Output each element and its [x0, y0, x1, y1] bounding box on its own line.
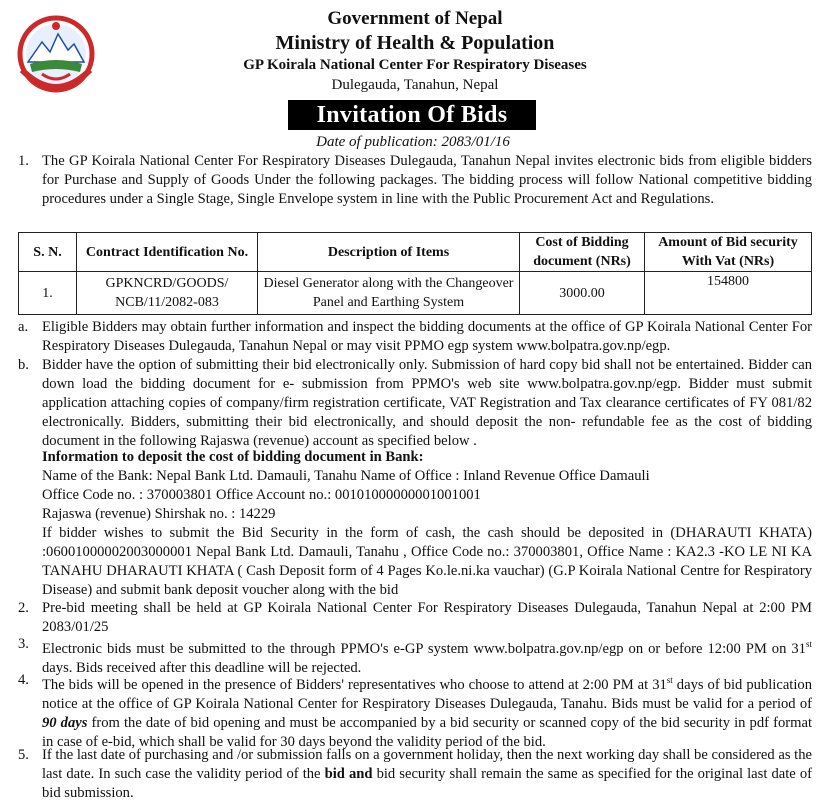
holiday-text-b: bid security shall remain the same as specified for the original last date of bid submission.: [42, 766, 812, 801]
pre-bid-text: Pre-bid meeting shall be held at GP Koirala National Center For Respiratory Diseases Dulegauda, Tanahun Nepal at 2:00 PM 2083/01/25: [42, 600, 812, 635]
cell-sn: 1.: [19, 272, 77, 315]
item-number-2: 2.: [18, 600, 29, 616]
header-security: Amount of Bid security With Vat (NRs): [645, 233, 812, 272]
item-b-text: Bidder have the option of submitting their bid electronically only. Submission of hard copy bid shall not be entertained. Bidder can down load the bidding document for e- submission from PPMO's web site www.bolpatra.gov.np/egp. Bidder must submit application attaching copies of company/firm registration certificate, VAT Registration and Tax clearance certificates of FY 081/82 electronically. Bidders, submitting their bid electronically, and should deposit the non- refundable fee as the cost of bidding document in the following Rajaswa (revenue) account as specified below .: [42, 357, 812, 449]
item-letter-b: b.: [18, 357, 29, 373]
cell-contract-no: GPKNCRD/GOODS/ NCB/11/2082-083: [77, 272, 258, 315]
item-number-1: 1.: [18, 153, 29, 169]
bid-opening-text-a: The bids will be opened in the presence of Bidders' representatives who choose to attend at 2:00 PM at 31: [42, 676, 667, 693]
submission-text-a: Electronic bids must be submitted to the through PPMO's e-GP system www.bolpatra.gov.np/egp on or before 12:00 PM on 31: [42, 640, 806, 657]
bid-opening-text-c: from the date of bid opening and must be accompanied by a bid security or scanned copy of the bid security in pdf format in case of e-bid, which shall be valid for 30 days beyond the validity period of the bid.: [42, 714, 812, 750]
header-sn: S. N.: [19, 233, 77, 272]
bid-opening-sup: st: [666, 675, 673, 685]
bid-opening-text-b: days of bid publication notice at the office of GP Koirala National Center for Respiratory Diseases Dulegauda, Tanahu. Bids must be valid for a period of: [42, 676, 812, 712]
table-header-row: [19, 233, 812, 272]
item-letter-a: a.: [18, 319, 29, 335]
nepal-emblem-icon: [14, 12, 98, 96]
table-row: [19, 272, 812, 315]
validity-days: 90 days: [42, 714, 88, 731]
bank-line-3: Rajaswa (revenue) Shirshak no. : 14229: [42, 506, 276, 522]
holiday-bold: bid and: [324, 766, 373, 782]
item-number-5: 5.: [18, 747, 29, 763]
header-cost: Cost of Bidding document (NRs): [520, 233, 645, 272]
bank-line-1: Name of the Bank: Nepal Bank Ltd. Damauli, Tanahu Name of Office : Inland Revenue Office Damauli: [42, 468, 650, 484]
notice-title: Invitation Of Bids: [288, 100, 536, 130]
center-heading: GP Koirala National Center For Respiratory Diseases: [243, 57, 587, 73]
header-description: Description of Items: [258, 233, 520, 272]
bank-line-2: Office Code no. : 370003801 Office Account no.: 00101000000001001001: [42, 487, 481, 503]
item-number-3: 3.: [18, 636, 29, 652]
holiday-text: [42, 746, 812, 803]
bank-info-heading: Information to deposit the cost of bidding document in Bank:: [42, 449, 424, 465]
publication-date: Date of publication: 2083/01/16: [316, 134, 510, 150]
cell-security: 154800: [645, 272, 812, 315]
intro-paragraph: The GP Koirala National Center For Respiratory Diseases Dulegauda, Tanahun Nepal invites electronic bids from eligible bidders for Purchase and Supply of Goods Under the following packages. The bidding process will follow National competitive bidding procedures under a Single Stage, Single Envelope system in line with the Public Procurement Act and Regulations.: [42, 153, 812, 207]
bid-opening-text: [42, 671, 812, 752]
submission-sup: st: [805, 639, 812, 649]
ministry-heading: Ministry of Health & Population: [275, 32, 555, 54]
submission-text-b: days. Bids received after this deadline will be rejected.: [42, 659, 362, 676]
bid-package-table: [18, 232, 812, 315]
cell-description: Diesel Generator along with the Changeover Panel and Earthing System: [258, 272, 520, 315]
item-number-4: 4.: [18, 672, 29, 688]
cash-deposit-text: If bidder wishes to submit the Bid Security in the form of cash, the cash should be deposited in (DHARAUTI KHATA) :06001000002003000001 Nepal Bank Ltd. Damauli, Tanahu , Office Code no.: 370003801, Office Name : KA2.3 -KO LE NI KA TANAHU DHARAUTI KHATA ( Cash Deposit form of 4 Pages Ko.le.ni.ka vauchar) (G.P Koirala National Centre for Respiratory Disease) and submit bank deposit voucher along with the bid: [42, 525, 812, 598]
cell-cost: 3000.00: [520, 272, 645, 315]
government-heading: Government of Nepal: [327, 8, 503, 29]
header-contract-no: Contract Identification No.: [77, 233, 258, 272]
address-line: Dulegauda, Tanahun, Nepal: [331, 77, 499, 93]
item-a-text: Eligible Bidders may obtain further information and inspect the bidding documents at the office of GP Koirala National Center For Respiratory Diseases Dulegauda, Tanahun Nepal or may visit PPMO egp system www.bolpatra.gov.np/egp.: [42, 319, 812, 354]
holiday-text-a: If the last date of purchasing and /or submission falls on a government holiday, then the next working day shall be considered as the last date. In such case the validity period of the: [42, 747, 812, 782]
